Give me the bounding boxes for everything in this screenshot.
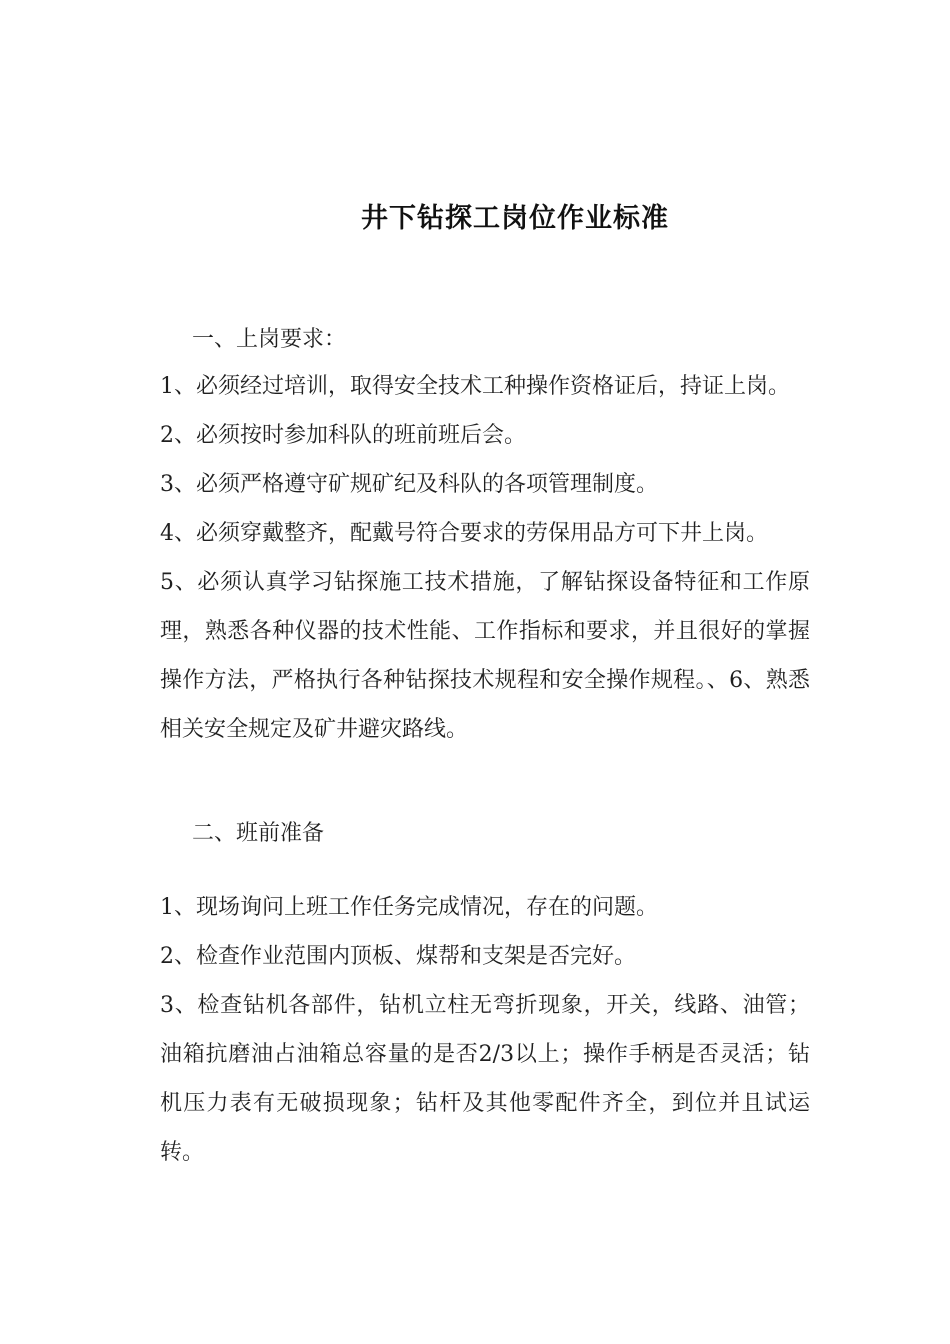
section-preparation-list [160,883,810,1177]
section-heading-requirements: 一、上岗要求： [192,327,347,352]
section-requirements-list [160,362,810,754]
list-item: 1、现场询问上班工作任务完成情况，存在的问题。 [160,895,658,920]
list-item: 1、必须经过培训，取得安全技术工种操作资格证后，持证上岗。 [160,374,790,399]
list-item: 3、必须严格遵守矿规矿纪及科队的各项管理制度。 [160,472,658,497]
list-item: 5、必须认真学习钻探施工技术措施，了解钻探设备特征和工作原理，熟悉各种仪器的技术性能、工作指标和要求，并且很好的掌握操作方法，严格执行各种钻探技术规程和安全操作规程。、6、熟悉相关安全规定及矿井避灾路线。 [160,570,810,742]
list-item: 3、检查钻机各部件，钻机立柱无弯折现象，开关，线路、油管；油箱抗磨油占油箱总容量的是否2/3以上；操作手柄是否灵活；钻机压力表有无破损现象；钻杆及其他零配件齐全，到位并且试运转。 [160,993,810,1165]
list-item: 4、必须穿戴整齐，配戴号符合要求的劳保用品方可下井上岗。 [160,521,768,546]
list-item: 2、必须按时参加科队的班前班后会。 [160,423,526,448]
document-title: 井下钻探工岗位作业标准 [361,203,669,234]
list-item: 2、检查作业范围内顶板、煤帮和支架是否完好。 [160,944,636,969]
section-heading-preparation: 二、班前准备 [192,821,325,846]
